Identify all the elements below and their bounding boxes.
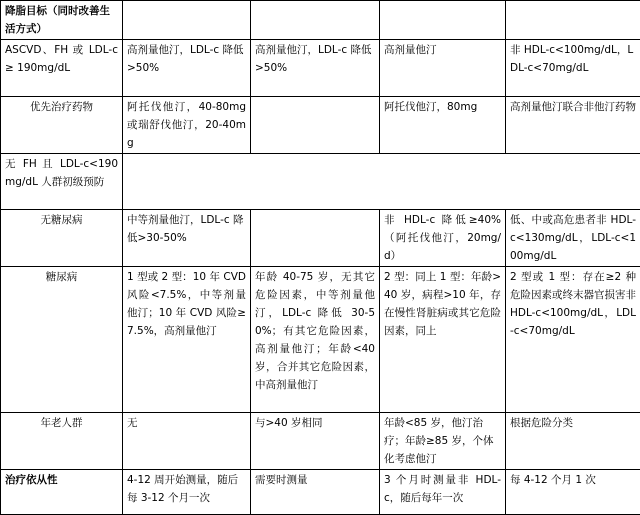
- table-row: [1, 470, 640, 515]
- table-row: [1, 97, 640, 154]
- row-label: 优先治疗药物: [1, 97, 123, 154]
- table-cell: 阿托伐他汀，80mg: [380, 97, 506, 154]
- table-cell: 非 HDL-c 降低≥40%（阿托伐他汀，20mg/d）: [380, 210, 506, 267]
- table-header-row: [1, 1, 640, 40]
- table-cell: 2 型：同上 1 型：年龄>40 岁，病程>10 年，存在慢性肾脏病或其它危险因素，同上: [380, 267, 506, 413]
- section-label: 无 FH 且 LDL-c<190mg/dL 人群初级预防: [1, 154, 123, 210]
- table-cell: 高剂量他汀，LDL-c 降低>50%: [123, 40, 251, 97]
- row-label: 年老人群: [1, 413, 123, 470]
- table-cell: 与>40 岁相同: [251, 413, 380, 470]
- table-cell: 中等剂量他汀，LDL-c 降低>30-50%: [123, 210, 251, 267]
- header-empty-cell: [123, 1, 251, 40]
- table-cell: 4-12 周开始测量，随后每 3-12 个月一次: [123, 470, 251, 515]
- table-cell: 3 个月时测量非 HDL-c，随后每年一次: [380, 470, 506, 515]
- table-cell: 高剂量他汀: [380, 40, 506, 97]
- table-cell: 1 型或 2 型：10 年 CVD 风险<7.5%，中等剂量他汀；10 年 CVD 风险≥7.5%，高剂量他汀: [123, 267, 251, 413]
- table-cell: 阿托伐他汀，40-80mg 或瑞舒伐他汀，20-40mg: [123, 97, 251, 154]
- table-row: [1, 40, 640, 97]
- row-label: 无糖尿病: [1, 210, 123, 267]
- table-cell: 根据危险分类: [506, 413, 640, 470]
- table-cell: 2 型或 1 型：存在≥2 种危险因素或终末器官损害非 HDL-c<100mg/dL，LDL-c<70mg/dL: [506, 267, 640, 413]
- table-row: [1, 267, 640, 413]
- table-section-row: [1, 154, 640, 210]
- table-cell: 非 HDL-c<100mg/dL，LDL-c<70mg/dL: [506, 40, 640, 97]
- row-label: ASCVD、FH 或 LDL-c ≥ 190mg/dL: [1, 40, 123, 97]
- table-row: [1, 210, 640, 267]
- row-label: 糖尿病: [1, 267, 123, 413]
- section-empty-cell: [123, 154, 640, 210]
- table-cell: 高剂量他汀联合非他汀药物: [506, 97, 640, 154]
- table-cell: 年龄<85 岁，他汀治疗；年龄≥85 岁，个体化考虑他汀: [380, 413, 506, 470]
- table-row: [1, 413, 640, 470]
- table-cell: 需要时测量: [251, 470, 380, 515]
- table-cell: 低、中或高危患者非 HDL-c<130mg/dL，LDL-c<100mg/dL: [506, 210, 640, 267]
- table-cell: 无: [123, 413, 251, 470]
- row-label: 治疗依从性: [1, 470, 123, 515]
- table-cell: [251, 210, 380, 267]
- table-cell: [251, 97, 380, 154]
- header-title-cell: 降脂目标（同时改善生活方式）: [1, 1, 123, 40]
- table-cell: 高剂量他汀，LDL-c 降低>50%: [251, 40, 380, 97]
- header-empty-cell: [506, 1, 640, 40]
- table-cell: 每 4-12 个月 1 次: [506, 470, 640, 515]
- header-empty-cell: [380, 1, 506, 40]
- header-empty-cell: [251, 1, 380, 40]
- table-cell: 年龄 40-75 岁，无其它危险因素，中等剂量他汀，LDL-c 降低 30-50%；有其它危险因素，高剂量他汀；年龄<40 岁，合并其它危险因素，中高剂量他汀: [251, 267, 380, 413]
